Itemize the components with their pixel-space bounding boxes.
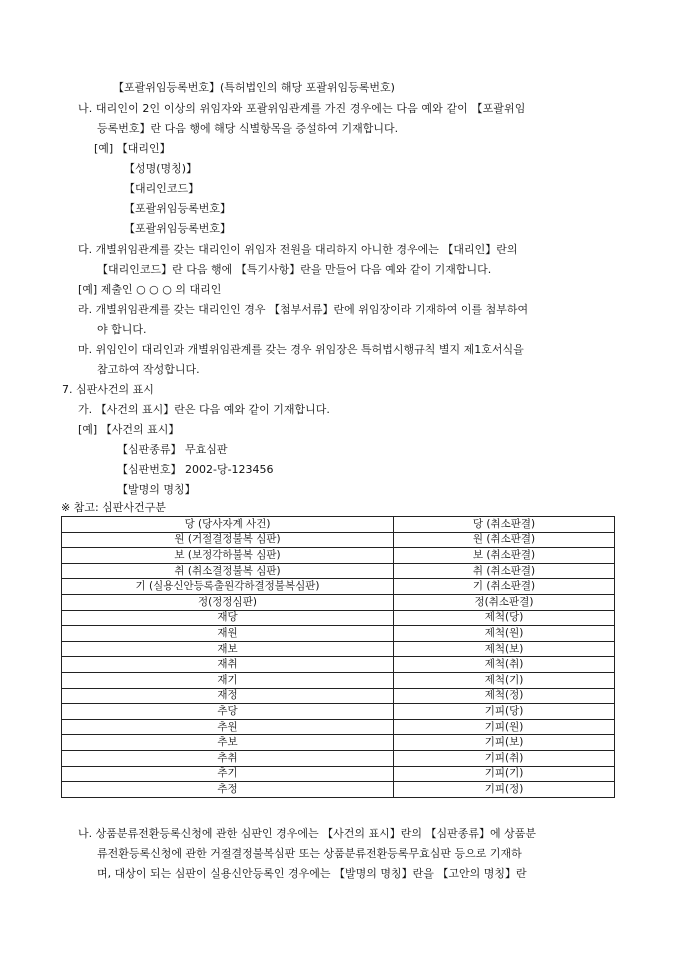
text-line: 【포괄위임등록번호】(특허법인의 해당 포괄위임등록번호) — [113, 81, 395, 94]
case-type-cell: 원 (거절결정불복 심판) — [62, 532, 394, 548]
lawsuit-type-cell: 제척(당) — [394, 610, 615, 626]
table-row — [62, 672, 615, 688]
case-type-cell: 취 (취소결정불복 심판) — [62, 563, 394, 579]
lawsuit-type-cell: 기피(당) — [394, 704, 615, 720]
lawsuit-type-cell: 제척(정) — [394, 688, 615, 704]
case-type-cell: 추정 — [62, 782, 394, 798]
text-line: 등록번호】란 다음 행에 해당 식별항목을 증설하여 기재합니다. — [97, 122, 399, 135]
lawsuit-type-cell: 기피(보) — [394, 735, 615, 751]
lawsuit-type-cell: 제척(취) — [394, 657, 615, 673]
table-row — [62, 782, 615, 798]
text-line: 가. 【사건의 표시】란은 다음 예와 같이 기재합니다. — [78, 403, 330, 416]
text-line: 【포괄위임등록번호】 — [124, 222, 232, 235]
case-type-cell: 추취 — [62, 750, 394, 766]
text-line: 【대리인코드】 — [124, 182, 200, 195]
table-row — [62, 657, 615, 673]
case-type-cell: 재정 — [62, 688, 394, 704]
table-row — [62, 719, 615, 735]
case-type-cell: 재취 — [62, 657, 394, 673]
table-row — [62, 579, 615, 595]
table-row — [62, 610, 615, 626]
lawsuit-type-cell: 기피(기) — [394, 766, 615, 782]
table-row — [62, 626, 615, 642]
case-type-cell: 재기 — [62, 672, 394, 688]
text-line: 【발명의 명칭】 — [117, 483, 196, 496]
note-label: ※ 참고: 심판사건구분 — [61, 501, 166, 514]
case-type-cell: 추보 — [62, 735, 394, 751]
table-row — [62, 704, 615, 720]
case-type-cell: 추원 — [62, 719, 394, 735]
lawsuit-type-cell: 제척(보) — [394, 641, 615, 657]
text-line: 나. 상품분류전환등록신청에 관한 심판인 경우에는 【사건의 표시】란의 【심판종류】에 상품분 — [78, 827, 537, 840]
lawsuit-type-cell: 정(취소판결) — [394, 594, 615, 610]
case-type-cell: 기 (실용신안등록출원각하결정불복심판) — [62, 579, 394, 595]
text-line: [예] 【대리인】 — [94, 142, 171, 155]
text-line: 다. 개별위임관계를 갖는 대리인이 위임자 전원을 대리하지 아니한 경우에는 【대리인】란의 — [78, 243, 518, 256]
lawsuit-type-cell: 당 (취소판결) — [394, 517, 615, 533]
case-type-cell: 추기 — [62, 766, 394, 782]
lawsuit-type-cell: 제척(기) — [394, 672, 615, 688]
case-type-cell: 재보 — [62, 641, 394, 657]
text-line: 【포괄위임등록번호】 — [124, 202, 232, 215]
case-type-cell: 당 (당사자계 사건) — [62, 517, 394, 533]
table-row — [62, 517, 615, 533]
lawsuit-type-cell: 원 (취소판결) — [394, 532, 615, 548]
table-row — [62, 766, 615, 782]
lawsuit-type-cell: 기 (취소판결) — [394, 579, 615, 595]
text-line: [예] 【사건의 표시】 — [78, 423, 180, 436]
text-line: 라. 개별위임관계를 갖는 대리인인 경우 【첨부서류】란에 위임장이라 기재하여 이를 첨부하여 — [78, 303, 529, 316]
lawsuit-type-cell: 보 (취소판결) — [394, 548, 615, 564]
case-type-cell: 재원 — [62, 626, 394, 642]
table-row — [62, 563, 615, 579]
text-line: 【대리인코드】란 다음 행에 【특기사항】란을 만들어 다음 예와 같이 기재합니다. — [97, 263, 492, 276]
text-line: 마. 위임인이 대리인과 개별위임관계를 갖는 경우 위임장은 특허법시행규칙 별지 제1호서식을 — [78, 343, 524, 356]
table-row — [62, 548, 615, 564]
table-row — [62, 750, 615, 766]
lawsuit-type-cell: 제척(원) — [394, 626, 615, 642]
text-line: 야 합니다. — [97, 323, 147, 336]
lawsuit-type-cell: 취 (취소판결) — [394, 563, 615, 579]
text-line: 【심판종류】 무효심판 — [117, 443, 228, 456]
table-row — [62, 641, 615, 657]
case-type-cell: 재당 — [62, 610, 394, 626]
table-row — [62, 594, 615, 610]
case-type-cell: 보 (보정각하불복 심판) — [62, 548, 394, 564]
case-type-cell: 정(정정심판) — [62, 594, 394, 610]
case-type-cell: 추당 — [62, 704, 394, 720]
trial-case-table — [61, 516, 615, 798]
text-line: [예] 제출인 ○ ○ ○ 의 대리인 — [78, 283, 222, 296]
table-row — [62, 532, 615, 548]
text-line: 【성명(명칭)】 — [124, 162, 198, 175]
text-line: 류전환등록신청에 관한 거절결정불복심판 또는 상품분류전환등록무효심판 등으로 기재하 — [97, 847, 522, 860]
section-heading: 7. 심판사건의 표시 — [62, 383, 154, 396]
lawsuit-type-cell: 기피(원) — [394, 719, 615, 735]
text-line: 나. 대리인이 2인 이상의 위임자와 포괄위임관계를 가진 경우에는 다음 예와 같이 【포괄위임 — [78, 102, 526, 115]
table-row — [62, 735, 615, 751]
lawsuit-type-cell: 기피(취) — [394, 750, 615, 766]
text-line: 참고하여 작성합니다. — [97, 363, 200, 376]
lawsuit-type-cell: 기피(정) — [394, 782, 615, 798]
text-line: 【심판번호】 2002-당-123456 — [117, 463, 274, 476]
text-line: 며, 대상이 되는 심판이 실용신안등록인 경우에는 【발명의 명칭】란을 【고안의 명칭】란 — [97, 867, 527, 880]
table-row — [62, 688, 615, 704]
